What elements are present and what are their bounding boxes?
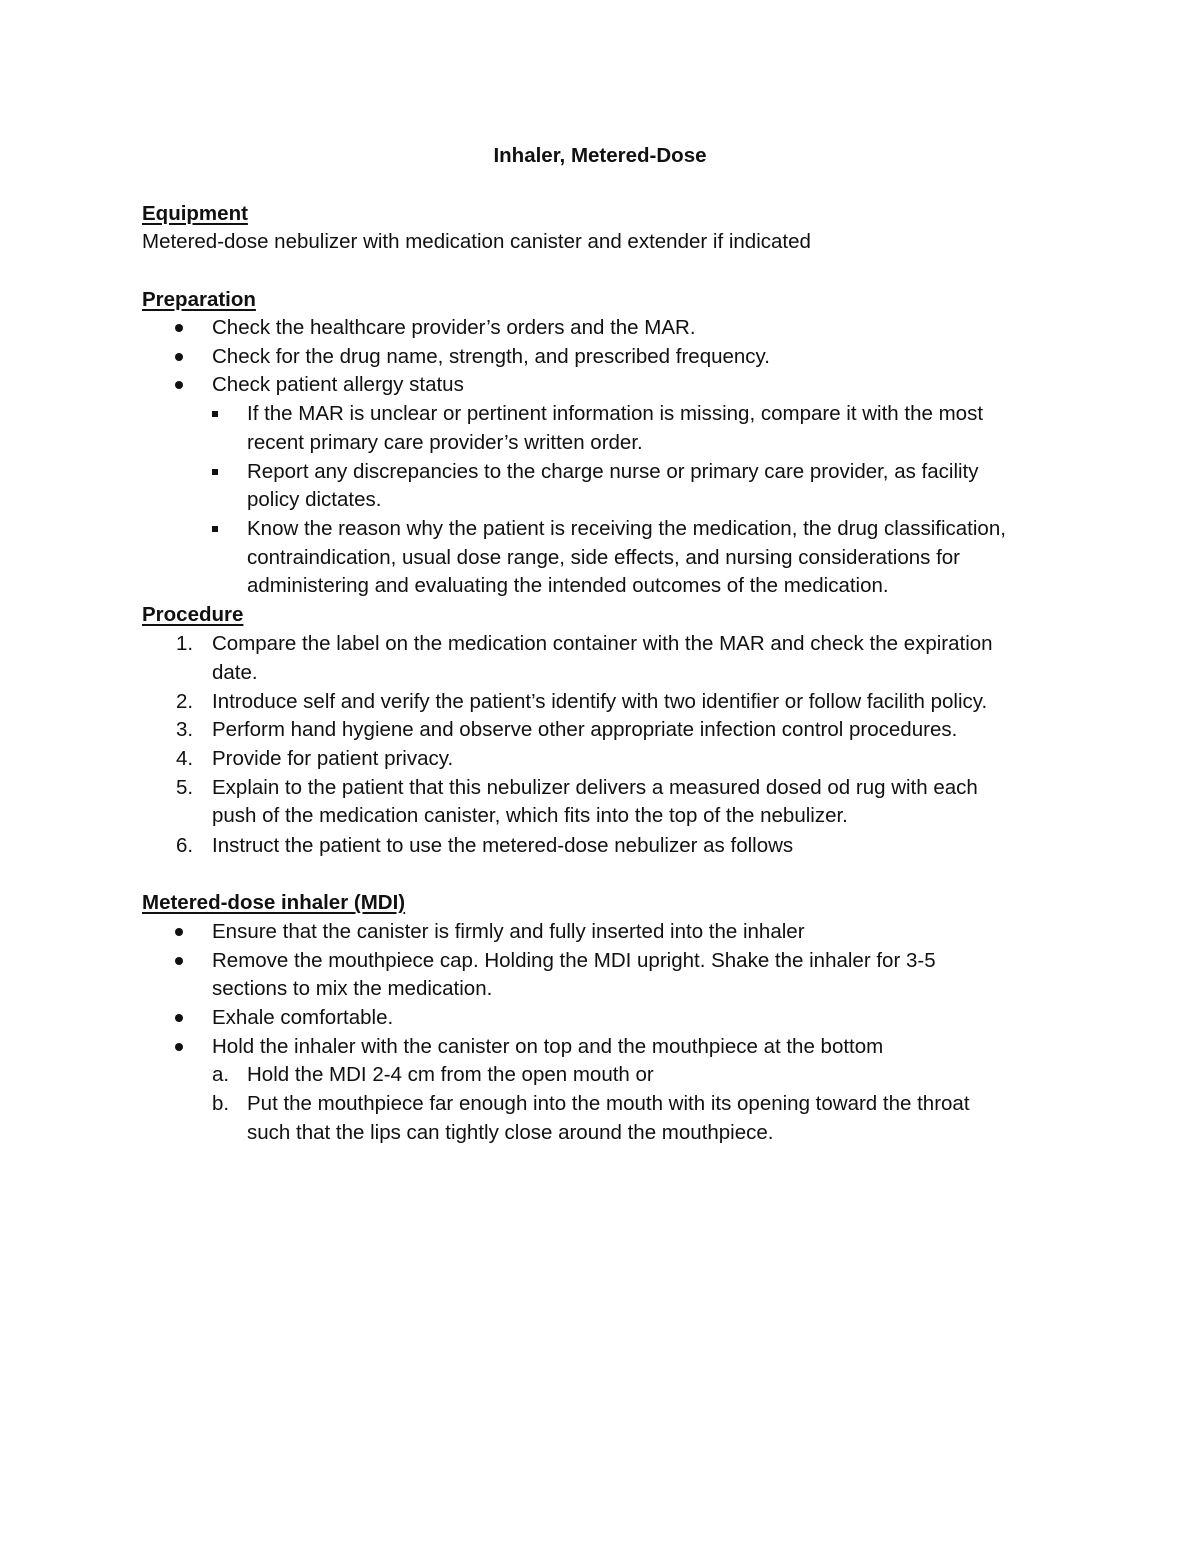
square-bullet-icon xyxy=(212,469,218,475)
procedure-item-line: Explain to the patient that this nebulizer delivers a measured dosed od rug with each xyxy=(212,776,978,799)
procedure-number: 1. xyxy=(176,632,194,655)
procedure-number: 4. xyxy=(176,747,194,770)
equipment-heading: Equipment xyxy=(142,202,248,225)
procedure-heading: Procedure xyxy=(142,603,244,626)
preparation-subitem-line: If the MAR is unclear or pertinent information is missing, compare it with the most xyxy=(247,402,984,425)
preparation-subitem-line: Report any discrepancies to the charge nurse or primary care provider, as facility xyxy=(247,460,979,483)
procedure-number: 3. xyxy=(176,718,194,741)
preparation-subitem-line: Know the reason why the patient is receiving the medication, the drug classification, xyxy=(247,517,1006,540)
preparation-item: Check for the drug name, strength, and prescribed frequency. xyxy=(212,345,770,368)
procedure-item-line: Provide for patient privacy. xyxy=(212,747,454,770)
procedure-item-line: Perform hand hygiene and observe other appropriate infection control procedures. xyxy=(212,718,958,741)
procedure-number: 5. xyxy=(176,776,194,799)
preparation-subitem-line: administering and evaluating the intended outcomes of the medication. xyxy=(247,574,889,597)
mdi-heading: Metered-dose inhaler (MDI) xyxy=(142,891,406,914)
procedure-number: 2. xyxy=(176,690,194,713)
mdi-subitem-letter: b. xyxy=(212,1092,230,1115)
bullet-icon xyxy=(175,928,183,936)
procedure-item-line: date. xyxy=(212,661,258,684)
procedure-item-line: Instruct the patient to use the metered-dose nebulizer as follows xyxy=(212,834,794,857)
bullet-icon xyxy=(175,1043,183,1051)
mdi-subitem-line: such that the lips can tightly close around the mouthpiece. xyxy=(247,1121,774,1144)
mdi-item-line: sections to mix the medication. xyxy=(212,977,493,1000)
mdi-item-line: Hold the inhaler with the canister on top and the mouthpiece at the bottom xyxy=(212,1035,884,1058)
square-bullet-icon xyxy=(212,526,218,532)
bullet-icon xyxy=(175,381,183,389)
preparation-item: Check patient allergy status xyxy=(212,373,464,396)
document-title: Inhaler, Metered-Dose xyxy=(493,144,707,167)
procedure-item-line: push of the medication canister, which fits into the top of the nebulizer. xyxy=(212,804,848,827)
preparation-item: Check the healthcare provider’s orders and the MAR. xyxy=(212,316,696,339)
preparation-subitem-line: contraindication, usual dose range, side effects, and nursing considerations for xyxy=(247,546,961,569)
mdi-item-line: Exhale comfortable. xyxy=(212,1006,394,1029)
mdi-subitem-letter: a. xyxy=(212,1063,230,1086)
bullet-icon xyxy=(175,353,183,361)
square-bullet-icon xyxy=(212,411,218,417)
bullet-icon xyxy=(175,957,183,965)
preparation-heading: Preparation xyxy=(142,288,256,311)
mdi-item-line: Ensure that the canister is firmly and fully inserted into the inhaler xyxy=(212,920,805,943)
mdi-subitem-line: Put the mouthpiece far enough into the mouth with its opening toward the throat xyxy=(247,1092,970,1115)
bullet-icon xyxy=(175,1014,183,1022)
equipment-text: Metered-dose nebulizer with medication canister and extender if indicated xyxy=(142,230,811,253)
bullet-icon xyxy=(175,324,183,332)
procedure-number: 6. xyxy=(176,834,194,857)
preparation-subitem-line: policy dictates. xyxy=(247,488,382,511)
procedure-item-line: Introduce self and verify the patient’s identify with two identifier or follow facilith policy. xyxy=(212,690,988,713)
mdi-subitem-line: Hold the MDI 2-4 cm from the open mouth or xyxy=(247,1063,654,1086)
mdi-item-line: Remove the mouthpiece cap. Holding the MDI upright. Shake the inhaler for 3-5 xyxy=(212,949,936,972)
procedure-item-line: Compare the label on the medication container with the MAR and check the expiration xyxy=(212,632,993,655)
preparation-subitem-line: recent primary care provider’s written order. xyxy=(247,431,643,454)
